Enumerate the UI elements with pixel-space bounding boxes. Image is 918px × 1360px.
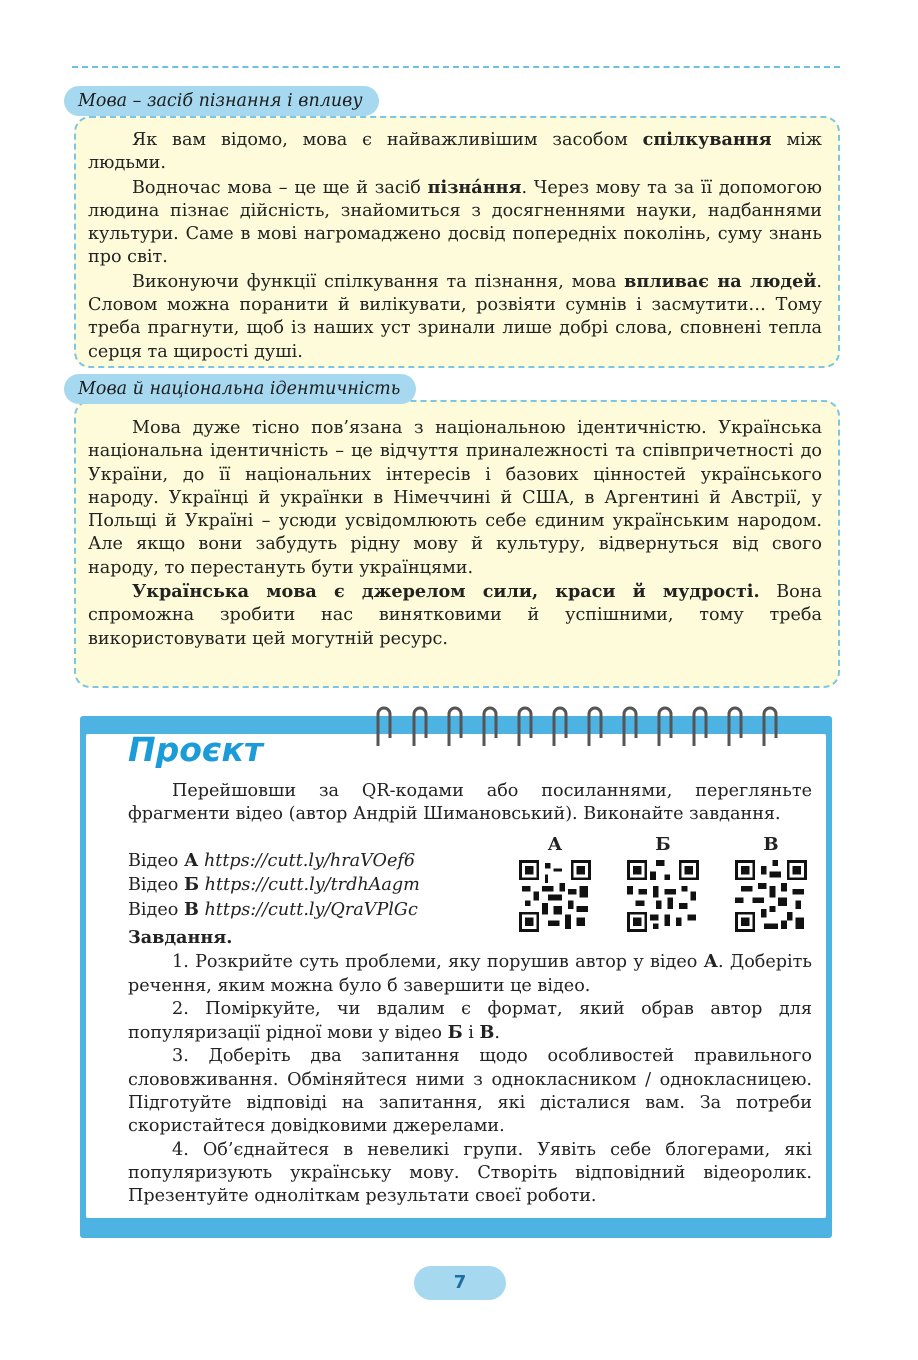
paragraph: Водночас мова – це ще й засіб пізна́ння. Через мову та за її допомогою людина пізнає дійсність, знайомиться з досягненнями науки, надбаннями культури. Саме в мові нагромаджено досвід попередніх поколінь, суму знань про світ. bbox=[88, 176, 822, 268]
task-item: 1. Розкрийте суть проблеми, яку порушив автор у відео А. Доберіть речення, яким можна було б завершити це відео. bbox=[128, 951, 812, 996]
tasks-heading: Завдання. bbox=[128, 927, 233, 948]
project-title: Проєкт bbox=[128, 730, 263, 769]
paragraph: Виконуючи функції спілкування та пізнання, мова впливає на людей. Словом можна поранити й вилікувати, розвіяти сумнів і засмутити… Тому треба прагнути, щоб із наших уст зринали лише добрі слова, сповнені тепла серця та щирості душі. bbox=[88, 270, 822, 362]
video-letter: А bbox=[184, 850, 199, 871]
video-label: Відео bbox=[128, 899, 184, 920]
paragraph: Перейшовши за QR-кодами або посиланнями, перегляньте фрагменти відео (автор Андрій Шимановський). Виконайте завдання. bbox=[128, 781, 812, 825]
video-link-c[interactable]: https://cutt.ly/QraVPlGc bbox=[204, 899, 418, 920]
spiral-binding-icon bbox=[360, 700, 790, 752]
video-link-row bbox=[128, 898, 508, 922]
section-heading-identity: Мова й національна ідентичність bbox=[64, 374, 416, 404]
qr-code-icon[interactable] bbox=[735, 860, 807, 932]
paragraph: Як вам відомо, мова є найважливішим засобом спілкування між людьми. bbox=[88, 129, 822, 174]
task-item: 3. Доберіть два запитання щодо особливостей правильного слововживання. Обміняйтеся ними з однокласником / однокласницею. Підготуйте відповіді на запитання, які дісталися вам. За потреби скористайтеся довідковими джерелами. bbox=[128, 1046, 812, 1137]
video-link-b[interactable]: https://cutt.ly/trdhAagm bbox=[204, 875, 420, 896]
video-link-row bbox=[128, 849, 508, 873]
task-item: 2. Поміркуйте, чи вдалим є формат, який обрав автор для популяризації рідної мови у відео Б і В. bbox=[128, 998, 812, 1044]
qr-label-b: Б bbox=[655, 834, 671, 855]
qr-code-icon[interactable] bbox=[519, 860, 591, 932]
project-intro bbox=[128, 780, 812, 827]
paragraph: Мова дуже тісно пов’язана з національною ідентичністю. Українська національна ідентичність – це відчуття приналежності та співпричетності до України, до її національних інтересів і базових цінностей українського народу. Українці й українки в Німеччині й США, в Аргентині й Австрії, у Польщі й Україні – усюди усвідомлюють себе єдиним українським народом. Але якщо вони забудуть рідну мову й культуру, відвернуться від свого народу, то перестануть бути українцями. bbox=[88, 418, 822, 578]
paragraph: Українська мова є джерелом сили, краси й мудрості. Вона спроможна зробити нас винятковими й успішними, тому треба використовувати цей могутній ресурс. bbox=[88, 581, 822, 649]
qr-code-icon[interactable] bbox=[627, 860, 699, 932]
page-number: 7 bbox=[414, 1266, 506, 1300]
top-dashed-rule bbox=[72, 66, 840, 68]
section-text-cognition bbox=[88, 128, 822, 364]
video-label: Відео bbox=[128, 875, 184, 896]
section-heading-cognition: Мова – засіб пізнання і впливу bbox=[64, 86, 379, 116]
video-letter: В bbox=[184, 898, 199, 920]
task-item: 4. Об’єднайтеся в невеликі групи. Уявіть себе блогерами, які популяризують українську мову. Створіть відповідний відеоролик. Презентуйте однoліткам результати своєї роботи. bbox=[128, 1139, 812, 1207]
section-text-identity bbox=[88, 417, 822, 651]
video-links-list bbox=[128, 849, 508, 922]
video-letter: Б bbox=[184, 874, 200, 896]
qr-label-c: В bbox=[763, 834, 779, 855]
project-tasks bbox=[128, 926, 812, 1209]
video-link-row bbox=[128, 873, 508, 897]
video-label: Відео bbox=[128, 851, 184, 871]
video-link-a[interactable]: https://cutt.ly/hraVOef6 bbox=[203, 851, 416, 871]
qr-label-a: А bbox=[547, 834, 563, 855]
